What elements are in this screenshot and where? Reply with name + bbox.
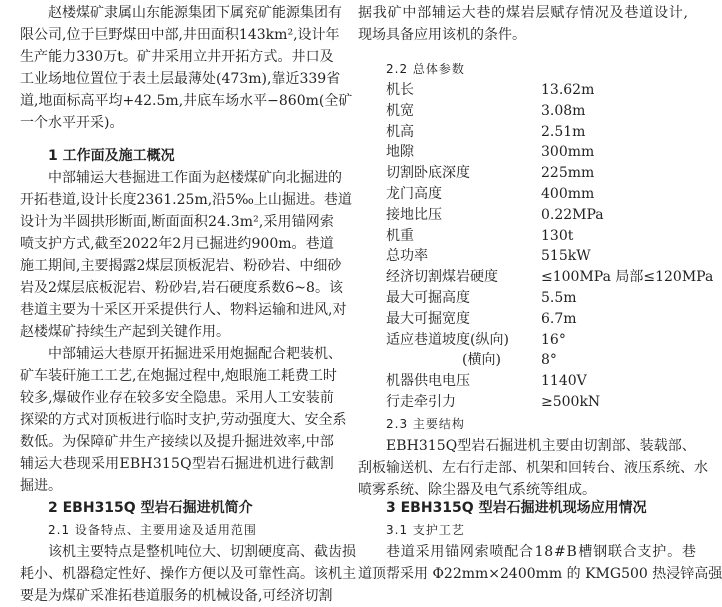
- spec-label: 机高: [386, 123, 414, 140]
- spec-row: [386, 309, 686, 330]
- spec-row: [386, 350, 686, 371]
- section-heading-1: 1 工作面及施工概况: [48, 148, 175, 164]
- spec-label: 机器供电电压: [386, 373, 470, 390]
- spec-value: 400mm: [541, 186, 595, 202]
- text-line: 数 低 。 为 保 障 矿 井 生 产 接 续 以 及 提 升 掘 进 效 率 , 中 部: [20, 434, 334, 450]
- spec-value: 130t: [541, 227, 574, 244]
- spec-label: 行走牵引力: [386, 394, 456, 410]
- text-line: E B H 3 1 5 Q 型 岩 石 掘 进 机 主 要 由 切 割 部 、 装 载 部 、: [386, 438, 696, 454]
- spec-row: [386, 371, 686, 392]
- spec-value: 300mm: [541, 144, 595, 161]
- text-line: 该 机 主 要 特 点 是 整 机 吨 位 大 、 切 割 硬 度 高 、 截 齿 损: [48, 544, 356, 560]
- text-line: 矿 车 装 矸 施 工 工 艺 , 在 炮 掘 过 程 中 , 炮 眼 施 工 耗 费 工 时: [20, 368, 337, 384]
- text-line: 喷雾系统、除尘器及电气系统等组成。: [358, 482, 596, 498]
- text-line: 开 拓 巷 道 , 设 计 长 度 2 3 6 1 . 2 5 m , 沿 5 ‰ 上 山 掘 进 。 巷 道: [20, 192, 352, 208]
- text-line: 巷 道 主 要 为 十 采 区 开 采 提 供 行 人 、 物 料 运 输 和 进 风 , 对: [20, 302, 347, 318]
- paragraph-working-face: [20, 167, 352, 343]
- spec-row: [386, 288, 686, 309]
- spec-value: 3.08m: [541, 102, 586, 119]
- text-line: 探 梁 的 方 式 对 顶 板 进 行 临 时 支 护 , 劳 动 强 度 大 、 安 全 系: [20, 412, 347, 428]
- paragraph-original-method: [20, 343, 347, 497]
- paragraph-structure: [358, 435, 708, 501]
- text-line: 中 部 辅 运 大 巷 原 开 拓 掘 进 采 用 炮 掘 配 合 耙 装 机 、: [48, 346, 342, 362]
- paragraph-conditions: [358, 2, 688, 46]
- spec-row: [386, 80, 686, 101]
- spec-row: [386, 392, 686, 413]
- text-line: 喷 支 护 方 式 , 截 至 2 0 2 2 年 2 月 已 掘 进 约 9 0 0 m 。 巷 道: [20, 236, 334, 252]
- text-line: 刮 板 输 送 机 、 左 右 行 走 部 、 机 架 和 回 转 台 、 液 压 系 统 、 水: [358, 460, 708, 476]
- text-line: 道顶帮采用 Φ22mm×2400mm 的 KMG500 热浸锌高强: [358, 566, 722, 582]
- subsection-heading-2-1: 2.1 设备特点、主要用途及适用范围: [48, 523, 257, 537]
- spec-label: 最大可掘宽度: [386, 310, 470, 327]
- spec-label: 适应巷道坡度(纵向): [386, 331, 509, 348]
- text-line: 据 我 矿 中 部 辅 运 大 巷 的 煤 岩 层 赋 存 情 况 及 巷 道 设 计 ,: [358, 5, 688, 21]
- text-line: 赵 楼 煤 矿 隶 属 山 东 能 源 集 团 下 属 兖 矿 能 源 集 团 有: [48, 5, 342, 21]
- paragraph-intro: [20, 2, 353, 134]
- text-line: 设 计 为 半 圆 拱 形 断 面 , 断 面 面 积 2 4 . 3 m ² , 采 用 锚 网 索: [20, 214, 334, 230]
- spec-label: 最大可掘高度: [386, 290, 470, 306]
- spec-row: [386, 184, 686, 205]
- spec-label: 机重: [386, 227, 414, 244]
- spec-value: 16°: [541, 331, 566, 348]
- spec-label: 机长: [386, 82, 414, 98]
- spec-row: [386, 101, 686, 122]
- spec-row: [386, 163, 686, 184]
- spec-value: 1140V: [541, 373, 587, 390]
- text-line: 一个水平开采)。: [20, 115, 124, 131]
- spec-value: 8°: [541, 352, 557, 369]
- text-line: 工 业 场 地 位 置 位 于 表 土 层 最 薄 处 ( 4 7 3 m ) , 靠 近 3 3 9 省: [20, 71, 341, 87]
- paragraph-support-process: [358, 541, 722, 585]
- spec-label: (横向): [462, 352, 501, 369]
- spec-value: ≤100MPa 局部≤120MPa: [541, 269, 714, 286]
- text-line: 中 部 辅 运 大 巷 掘 进 工 作 面 为 赵 楼 煤 矿 向 北 掘 进 的: [48, 170, 342, 186]
- spec-value: 13.62m: [541, 82, 595, 98]
- spec-label: 切割卧底深度: [386, 165, 470, 182]
- subsection-heading-2-3: 2.3 主要结构: [386, 417, 465, 431]
- spec-label: 经济切割煤岩硬度: [386, 269, 498, 286]
- text-line: 生 产 能 力 3 3 0 万 t 。 矿 井 采 用 立 井 开 拓 方 式 。 井 口 及: [20, 49, 334, 65]
- spec-label: 机宽: [386, 102, 414, 119]
- text-line: 巷 道 采 用 锚 网 索 喷 配 合 1 8 # B 槽 钢 联 合 支 护 。 巷: [386, 544, 696, 560]
- spec-value: 5.5m: [541, 290, 577, 306]
- text-line: 耗 小 、 机 器 稳 定 性 好 、 操 作 方 便 以 及 可 靠 性 高 。 该 机 主: [20, 566, 356, 582]
- text-line: 道 , 地 面 标 高 平 均 + 4 2 . 5 m , 井 底 车 场 水 平 − 8 6 0 m ( 全 矿: [20, 93, 353, 109]
- text-line: 较 多 , 爆 破 作 业 存 在 较 多 安 全 隐 患 。 采 用 人 工 安 装 前: [20, 390, 334, 406]
- spec-label: 总功率: [386, 248, 428, 265]
- section-heading-2: 2 EBH315Q 型岩石掘进机简介: [48, 500, 253, 516]
- subsection-heading-3-1: 3.1 支护工艺: [386, 523, 465, 537]
- spec-value: 2.51m: [541, 123, 586, 140]
- spec-label: 龙门高度: [386, 186, 442, 202]
- spec-value: 515kW: [541, 248, 591, 265]
- spec-value: 6.7m: [541, 310, 577, 327]
- subsection-heading-2-2: 2.2 总体参数: [386, 62, 465, 76]
- text-line: 掘进。: [20, 478, 62, 494]
- text-line: 辅 运 大 巷 现 采 用 E B H 3 1 5 Q 型 岩 石 掘 进 机 进 行 截 割: [20, 456, 334, 472]
- spec-value: ≥500kN: [541, 394, 601, 410]
- spec-row: [386, 122, 686, 143]
- spec-row: [386, 205, 686, 226]
- spec-row: [386, 142, 686, 163]
- spec-row: [386, 330, 686, 351]
- text-line: 施 工 期 间 , 主 要 揭 露 2 煤 层 顶 板 泥 岩 、 粉 砂 岩 、 中 细 砂: [20, 258, 342, 274]
- spec-label: 接地比压: [386, 206, 442, 223]
- paragraph-features: [20, 541, 356, 607]
- spec-row: [386, 226, 686, 247]
- text-line: 岩 及 2 煤 层 底 板 泥 岩 、 粉 砂 岩 , 岩 石 硬 度 系 数 6 ~ 8 。 该: [20, 280, 343, 296]
- spec-row: [386, 246, 686, 267]
- spec-row: [386, 267, 714, 288]
- spec-value: 225mm: [541, 165, 595, 182]
- text-line: 赵楼煤矿持续生产起到关键作用。: [20, 324, 230, 340]
- section-heading-3: 3 EBH315Q 型岩石掘进机现场应用情况: [386, 500, 647, 516]
- text-line: 现场具备应用该机的条件。: [358, 27, 526, 43]
- text-line: 限 公 司 , 位 于 巨 野 煤 田 中 部 , 井 田 面 积 1 4 3 k m ² , 设 计 年: [20, 27, 340, 43]
- spec-value: 0.22MPa: [541, 206, 604, 223]
- spec-label: 地隙: [386, 144, 414, 161]
- text-line: 要是为煤矿采准拓巷道服务的机械设备,可经济切割: [20, 588, 333, 604]
